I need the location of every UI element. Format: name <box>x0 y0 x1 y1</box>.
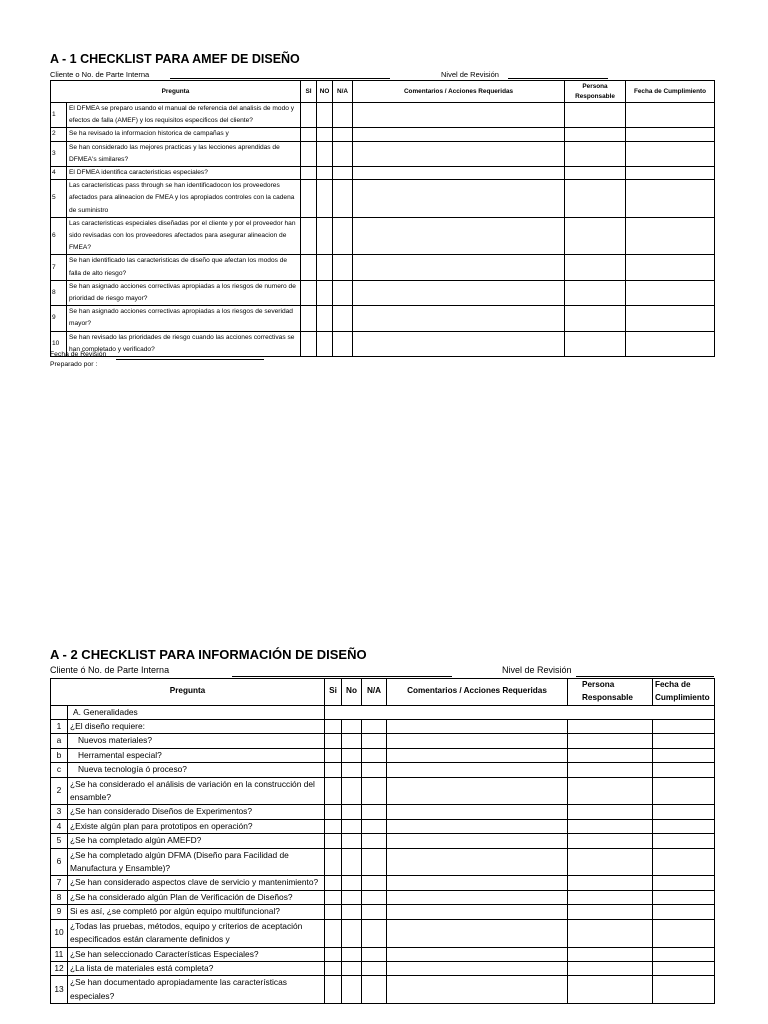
na-cell[interactable] <box>333 103 353 128</box>
si-cell[interactable] <box>325 834 342 848</box>
row-number: 1 <box>51 720 68 734</box>
table-row <box>51 720 715 734</box>
na-cell[interactable] <box>333 128 353 141</box>
persona-cell[interactable] <box>565 280 626 305</box>
si-cell[interactable] <box>325 734 342 748</box>
fecha-cell[interactable] <box>653 890 715 904</box>
comentarios-cell[interactable] <box>387 961 568 975</box>
header2-fecha: Fecha de Cumplimiento <box>653 679 715 706</box>
comentarios-cell[interactable] <box>353 167 565 180</box>
header2-persona: Persona Responsable <box>568 679 653 706</box>
fecha-cell[interactable] <box>626 280 715 305</box>
fecha-cell[interactable] <box>653 734 715 748</box>
si-cell[interactable] <box>325 777 342 805</box>
na-cell[interactable] <box>333 280 353 305</box>
header-fecha: Fecha de Cumplimiento <box>626 81 715 103</box>
row-number: 8 <box>51 280 67 305</box>
si-cell[interactable] <box>301 280 317 305</box>
table-row <box>51 217 715 255</box>
fecha-cell[interactable] <box>653 720 715 734</box>
persona-cell[interactable] <box>568 905 653 919</box>
question-text: ¿Se han considerado Diseños de Experimentos? <box>68 805 325 819</box>
si-cell[interactable] <box>301 103 317 128</box>
no-cell[interactable] <box>342 777 362 805</box>
si-cell[interactable] <box>301 180 317 218</box>
fecha-cell[interactable] <box>653 848 715 876</box>
comentarios-cell[interactable] <box>353 217 565 255</box>
fecha-cell[interactable] <box>626 217 715 255</box>
comentarios-cell[interactable] <box>387 777 568 805</box>
question-text: ¿Existe algún plan para prototipos en operación? <box>68 819 325 833</box>
no-cell[interactable] <box>342 763 362 777</box>
fecha-revision-label: Fecha de Revisión <box>50 351 107 358</box>
na-cell[interactable] <box>333 180 353 218</box>
header-na: N/A <box>333 81 353 103</box>
persona-cell[interactable] <box>568 919 653 947</box>
comentarios-cell[interactable] <box>387 876 568 890</box>
fecha-cell[interactable] <box>653 919 715 947</box>
row-number: c <box>51 763 68 777</box>
question-text: ¿Se ha completado algún AMEFD? <box>68 834 325 848</box>
table-row <box>51 331 715 356</box>
question-text: ¿Se ha considerado algún Plan de Verificación de Diseños? <box>68 890 325 904</box>
fecha-cell[interactable] <box>653 947 715 961</box>
comentarios-cell[interactable] <box>353 103 565 128</box>
table-row <box>51 255 715 280</box>
na-cell[interactable] <box>362 876 387 890</box>
na-cell[interactable] <box>333 167 353 180</box>
si-cell[interactable] <box>325 848 342 876</box>
si-cell[interactable] <box>301 306 317 331</box>
na-cell[interactable] <box>362 890 387 904</box>
fecha-cell[interactable] <box>626 255 715 280</box>
fecha-cell[interactable] <box>653 748 715 762</box>
no-cell[interactable] <box>317 331 333 356</box>
si-cell[interactable] <box>325 819 342 833</box>
no-cell[interactable] <box>317 128 333 141</box>
persona-cell[interactable] <box>568 805 653 819</box>
preparado-por-label: Preparado por : <box>50 361 98 368</box>
row-number: 4 <box>51 167 67 180</box>
table-row <box>51 103 715 128</box>
question-text: ¿Se han considerado aspectos clave de servicio y mantenimiento? <box>68 876 325 890</box>
persona-cell[interactable] <box>568 763 653 777</box>
fecha-cell[interactable] <box>653 876 715 890</box>
persona-cell[interactable] <box>568 777 653 805</box>
na-cell[interactable] <box>362 777 387 805</box>
na-cell[interactable] <box>362 805 387 819</box>
comentarios-cell[interactable] <box>387 976 568 1004</box>
table-row <box>51 734 715 748</box>
comentarios-cell[interactable] <box>387 848 568 876</box>
row-number: 2 <box>51 128 67 141</box>
question-text: ¿Se han seleccionado Características Especiales? <box>68 947 325 961</box>
row-number: 4 <box>51 819 68 833</box>
na-cell[interactable] <box>333 141 353 166</box>
no-cell[interactable] <box>342 848 362 876</box>
row-number: 5 <box>51 180 67 218</box>
question-text: Nuevos materiales? <box>68 734 325 748</box>
informacion-diseno-table <box>50 678 715 1004</box>
section-generalidades-label: A. Generalidades <box>68 705 325 719</box>
row-number: 9 <box>51 905 68 919</box>
question-text: ¿Se han documentado apropiadamente las características especiales? <box>68 976 325 1004</box>
table-row <box>51 805 715 819</box>
persona-cell[interactable] <box>565 167 626 180</box>
question-text: ¿La lista de materiales está completa? <box>68 961 325 975</box>
na-cell[interactable] <box>362 763 387 777</box>
persona-cell[interactable] <box>565 255 626 280</box>
no-cell[interactable] <box>342 976 362 1004</box>
question-text: Se han asignado acciones correctivas apropiadas a los riesgos de severidad mayor? <box>67 306 301 331</box>
na-cell[interactable] <box>362 848 387 876</box>
comentarios-cell[interactable] <box>387 819 568 833</box>
no-cell[interactable] <box>342 720 362 734</box>
header-pregunta: Pregunta <box>51 81 301 103</box>
si-cell[interactable] <box>325 890 342 904</box>
row-number: 8 <box>51 890 68 904</box>
no-cell[interactable] <box>317 103 333 128</box>
fecha-cell[interactable] <box>626 167 715 180</box>
section2-title: A - 2 CHECKLIST PARA INFORMACIÓN DE DISEÑO <box>50 647 367 662</box>
na-cell[interactable] <box>333 306 353 331</box>
question-text: Las caracteristicas especiales diseñadas por el cliente y por el proveedor han sido revisadas con los proveedores afectados para asegurar alineacion de FMEA? <box>67 217 301 255</box>
question-text: Se ha revisado la informacion historica de campañas y <box>67 128 301 141</box>
row-number: 3 <box>51 141 67 166</box>
comentarios-cell[interactable] <box>387 763 568 777</box>
na-cell[interactable] <box>362 961 387 975</box>
row-number: 2 <box>51 777 68 805</box>
no-cell[interactable] <box>317 255 333 280</box>
si-cell[interactable] <box>301 128 317 141</box>
fecha-cell[interactable] <box>653 819 715 833</box>
persona-cell[interactable] <box>568 890 653 904</box>
table-row <box>51 141 715 166</box>
question-text: El DFMEA identifica caracteristicas especiales? <box>67 167 301 180</box>
persona-cell[interactable] <box>568 748 653 762</box>
fecha-cell[interactable] <box>626 180 715 218</box>
comentarios-cell[interactable] <box>387 919 568 947</box>
si-cell[interactable] <box>301 331 317 356</box>
na-cell[interactable] <box>362 905 387 919</box>
question-text: Se han considerado las mejores practicas y las lecciones aprendidas de DFMEA's similares? <box>67 141 301 166</box>
table-row <box>51 976 715 1004</box>
header-comentarios: Comentarios / Acciones Requeridas <box>353 81 565 103</box>
no-cell[interactable] <box>342 919 362 947</box>
si-cell[interactable] <box>325 805 342 819</box>
question-text: Nueva tecnología ó proceso? <box>68 763 325 777</box>
na-cell[interactable] <box>362 947 387 961</box>
row-number: 9 <box>51 306 67 331</box>
no-cell[interactable] <box>342 748 362 762</box>
fecha-cell[interactable] <box>653 961 715 975</box>
no-cell[interactable] <box>342 805 362 819</box>
header-no: NO <box>317 81 333 103</box>
persona-cell[interactable] <box>568 734 653 748</box>
fecha-cell[interactable] <box>653 976 715 1004</box>
no-cell[interactable] <box>317 180 333 218</box>
na-cell[interactable] <box>333 331 353 356</box>
no-cell[interactable] <box>342 819 362 833</box>
client-label: Cliente o No. de Parte Interna <box>50 70 150 79</box>
na-cell[interactable] <box>362 734 387 748</box>
header2-comentarios: Comentarios / Acciones Requeridas <box>387 679 568 706</box>
na-cell[interactable] <box>362 819 387 833</box>
table-row <box>51 763 715 777</box>
header-persona: Persona Responsable <box>565 81 626 103</box>
comentarios-cell[interactable] <box>387 834 568 848</box>
fecha-cell[interactable] <box>626 141 715 166</box>
row-number: 13 <box>51 976 68 1004</box>
persona-cell[interactable] <box>568 947 653 961</box>
question-text: ¿El diseño requiere: <box>68 720 325 734</box>
persona-cell[interactable] <box>568 819 653 833</box>
question-text: Herramental especial? <box>68 748 325 762</box>
comentarios-cell[interactable] <box>387 905 568 919</box>
persona-cell[interactable] <box>568 961 653 975</box>
fecha-cell[interactable] <box>626 128 715 141</box>
question-text: ¿Se ha considerado el análisis de variación en la construcción del ensamble? <box>68 777 325 805</box>
si-cell[interactable] <box>325 919 342 947</box>
question-text: Se han revisado las prioridades de riesgo cuando las acciones correctivas se han completado y verificado? <box>67 331 301 356</box>
si-cell[interactable] <box>301 255 317 280</box>
no-cell[interactable] <box>342 905 362 919</box>
persona-cell[interactable] <box>565 103 626 128</box>
comentarios-cell[interactable] <box>387 890 568 904</box>
fecha-cell[interactable] <box>653 905 715 919</box>
comentarios-cell[interactable] <box>387 748 568 762</box>
na-cell[interactable] <box>362 976 387 1004</box>
client-label-2: Cliente ó No. de Parte Interna <box>50 665 170 675</box>
no-cell[interactable] <box>342 834 362 848</box>
table-row <box>51 834 715 848</box>
na-cell[interactable] <box>333 255 353 280</box>
persona-cell[interactable] <box>565 306 626 331</box>
si-cell[interactable] <box>325 876 342 890</box>
si-cell[interactable] <box>325 748 342 762</box>
comentarios-cell[interactable] <box>353 280 565 305</box>
persona-cell[interactable] <box>565 217 626 255</box>
question-text: El DFMEA se preparo usando el manual de referencia del analisis de modo y efectos de falla (AMEF) y los requisitos especificos del cliente? <box>67 103 301 128</box>
header2-no: No <box>342 679 362 706</box>
row-number: 7 <box>51 255 67 280</box>
row-number: 6 <box>51 217 67 255</box>
si-cell[interactable] <box>301 167 317 180</box>
fecha-cell[interactable] <box>626 331 715 356</box>
revision-label: Nivel de Revisión <box>441 70 499 79</box>
persona-cell[interactable] <box>568 720 653 734</box>
fecha-cell[interactable] <box>626 103 715 128</box>
si-cell[interactable] <box>325 961 342 975</box>
row-number: 1 <box>51 103 67 128</box>
fecha-cell[interactable] <box>653 763 715 777</box>
row-number: 12 <box>51 961 68 975</box>
row-number: 6 <box>51 848 68 876</box>
row-number: 7 <box>51 876 68 890</box>
na-cell[interactable] <box>362 919 387 947</box>
comentarios-cell[interactable] <box>353 255 565 280</box>
no-cell[interactable] <box>342 947 362 961</box>
row-number: b <box>51 748 68 762</box>
table-row <box>51 280 715 305</box>
no-cell[interactable] <box>342 961 362 975</box>
comentarios-cell[interactable] <box>387 947 568 961</box>
question-text: ¿Todas las pruebas, métodos, equipo y criterios de aceptación especificados están claramente definidos y <box>68 919 325 947</box>
table-row <box>51 905 715 919</box>
na-cell[interactable] <box>362 720 387 734</box>
revision-label-2: Nivel de Revisión <box>502 665 572 675</box>
client-field[interactable] <box>170 78 390 79</box>
section1-title: A - 1 CHECKLIST PARA AMEF DE DISEÑO <box>50 52 300 66</box>
persona-cell[interactable] <box>568 876 653 890</box>
comentarios-cell[interactable] <box>353 128 565 141</box>
si-cell[interactable] <box>301 217 317 255</box>
question-text: Las caracteristicas pass through se han identificadocon los proveedores afectados para alineacion de FMEA y los apropiados controles con la cadena de suministro <box>67 180 301 218</box>
comentarios-cell[interactable] <box>353 141 565 166</box>
row-number: 11 <box>51 947 68 961</box>
no-cell[interactable] <box>317 141 333 166</box>
fecha-cell[interactable] <box>626 306 715 331</box>
persona-cell[interactable] <box>568 976 653 1004</box>
no-cell[interactable] <box>342 890 362 904</box>
fecha-revision-field[interactable] <box>116 359 264 360</box>
table-row <box>51 819 715 833</box>
revision-field-2[interactable] <box>576 676 714 677</box>
table-row <box>51 306 715 331</box>
comentarios-cell[interactable] <box>353 306 565 331</box>
table-row <box>51 876 715 890</box>
persona-cell[interactable] <box>565 331 626 356</box>
no-cell[interactable] <box>317 280 333 305</box>
fecha-cell[interactable] <box>653 805 715 819</box>
si-cell[interactable] <box>301 141 317 166</box>
table-row <box>51 777 715 805</box>
si-cell[interactable] <box>325 763 342 777</box>
na-cell[interactable] <box>333 217 353 255</box>
comentarios-cell[interactable] <box>353 180 565 218</box>
persona-cell[interactable] <box>565 141 626 166</box>
fecha-cell[interactable] <box>653 777 715 805</box>
comentarios-cell[interactable] <box>387 720 568 734</box>
si-cell[interactable] <box>325 947 342 961</box>
row-number: 10 <box>51 331 67 356</box>
si-cell[interactable] <box>325 720 342 734</box>
question-text: Se han asignado acciones correctivas apropiadas a los riesgos de numero de prioridad de riesgo mayor? <box>67 280 301 305</box>
persona-cell[interactable] <box>565 180 626 218</box>
table-row <box>51 961 715 975</box>
comentarios-cell[interactable] <box>387 805 568 819</box>
table-row <box>51 947 715 961</box>
question-text: Si es así, ¿se completó por algún equipo multifuncional? <box>68 905 325 919</box>
na-cell[interactable] <box>362 834 387 848</box>
header2-si: Si <box>325 679 342 706</box>
row-number: 10 <box>51 919 68 947</box>
row-number: a <box>51 734 68 748</box>
header2-pregunta: Pregunta <box>51 679 325 706</box>
persona-cell[interactable] <box>568 834 653 848</box>
persona-cell[interactable] <box>565 128 626 141</box>
persona-cell[interactable] <box>568 848 653 876</box>
question-text: Se han identificado las caracteristicas de diseño que afectan los modos de falla de alto riesgo? <box>67 255 301 280</box>
revision-field[interactable] <box>508 78 608 79</box>
question-text: ¿Se ha completado algún DFMA (Diseño para Facilidad de Manufactura y Ensamble)? <box>68 848 325 876</box>
no-cell[interactable] <box>342 734 362 748</box>
table-row <box>51 848 715 876</box>
si-cell[interactable] <box>325 976 342 1004</box>
no-cell[interactable] <box>342 876 362 890</box>
no-cell[interactable] <box>317 167 333 180</box>
no-cell[interactable] <box>317 306 333 331</box>
header-si: SI <box>301 81 317 103</box>
table-row <box>51 167 715 180</box>
comentarios-cell[interactable] <box>387 734 568 748</box>
si-cell[interactable] <box>325 905 342 919</box>
table-row <box>51 128 715 141</box>
comentarios-cell[interactable] <box>353 331 565 356</box>
na-cell[interactable] <box>362 748 387 762</box>
table-row <box>51 919 715 947</box>
amef-checklist-table <box>50 80 715 357</box>
row-number: 5 <box>51 834 68 848</box>
fecha-cell[interactable] <box>653 834 715 848</box>
table-row <box>51 180 715 218</box>
client-field-2[interactable] <box>232 676 452 677</box>
header2-na: N/A <box>362 679 387 706</box>
table-row <box>51 748 715 762</box>
table-row <box>51 890 715 904</box>
no-cell[interactable] <box>317 217 333 255</box>
row-number: 3 <box>51 805 68 819</box>
